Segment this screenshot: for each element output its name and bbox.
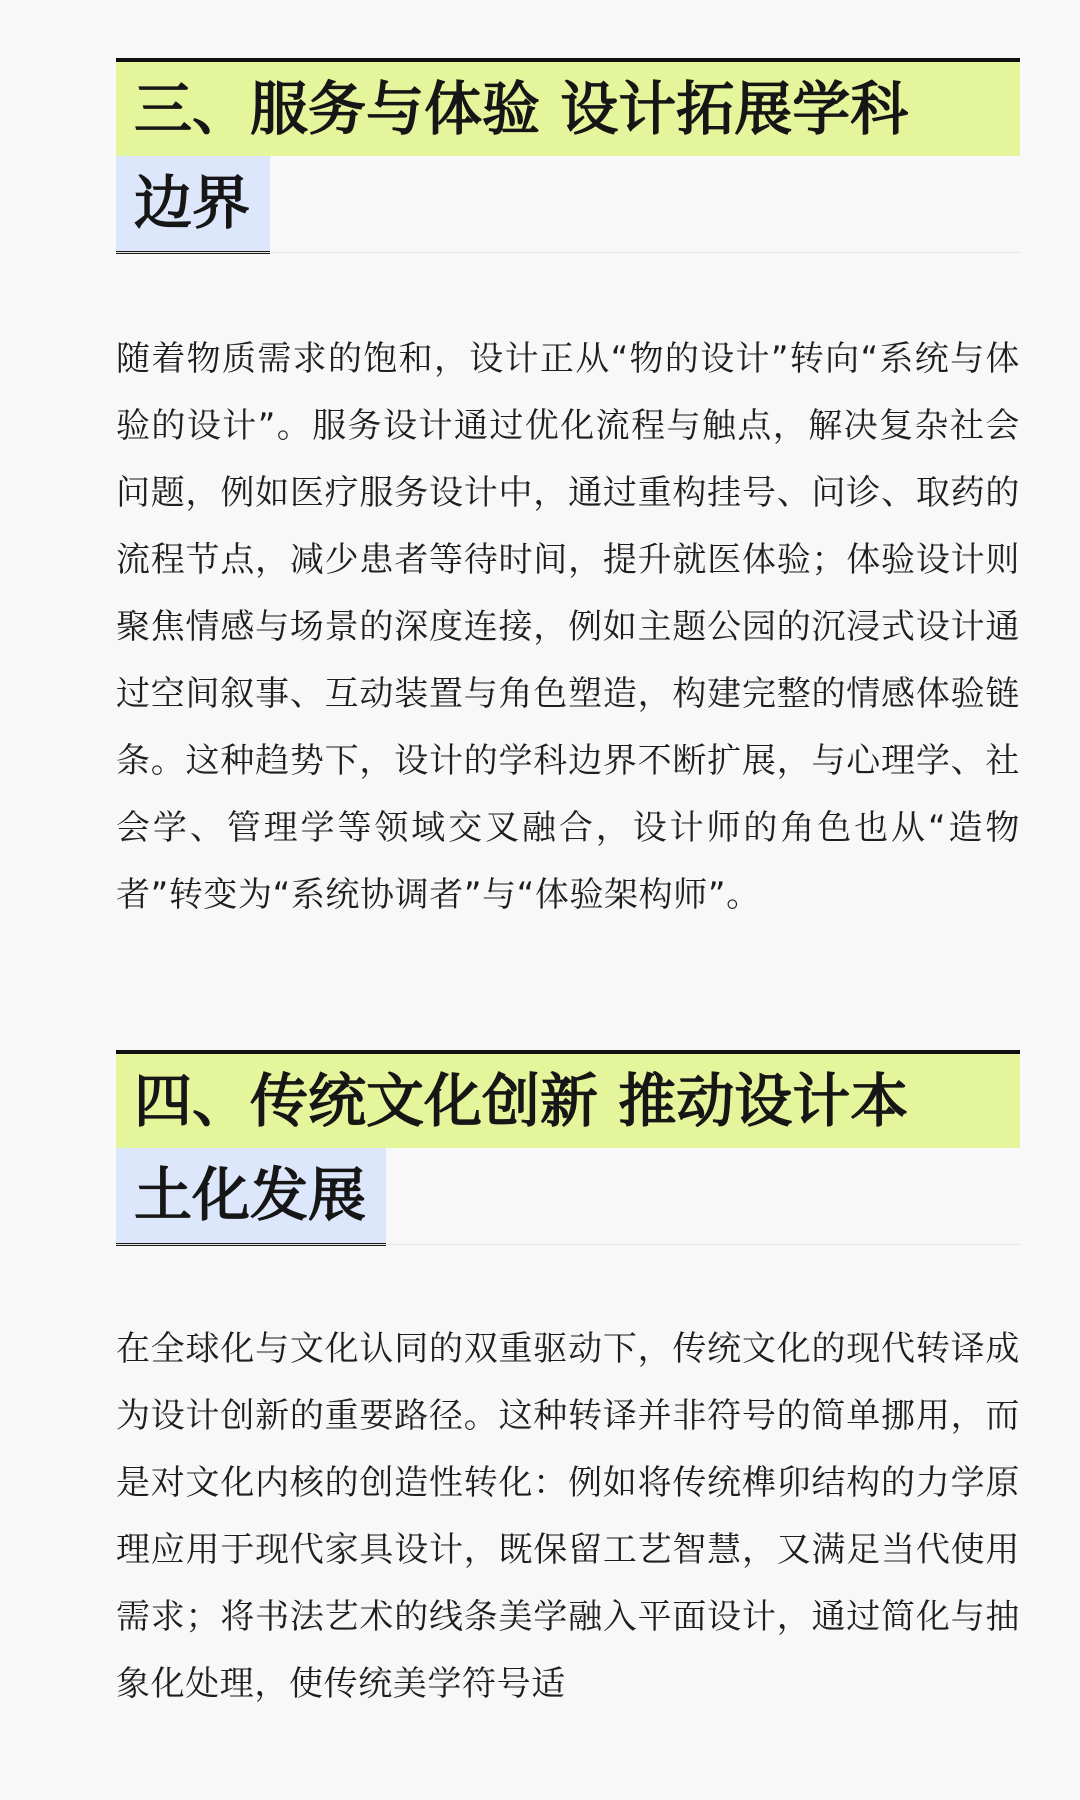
section-heading-line1: 三、服务与体验 设计拓展学科 (116, 58, 1020, 156)
section-heading-line1: 四、传统文化创新 推动设计本 (116, 1050, 1020, 1148)
heading-divider (116, 1244, 1020, 1245)
section-heading (116, 58, 1020, 254)
section-4 (116, 1050, 1020, 1704)
section-heading (116, 1050, 1020, 1246)
heading-divider (116, 252, 1020, 253)
section-heading-line2: 边界 (116, 156, 270, 254)
section-body-paragraph: 在全球化与文化认同的双重驱动下，传统文化的现代转译成为设计创新的重要路径。这种转译并非符号的简单挪用，而是对文化内核的创造性转化：例如将传统榫卯结构的力学原理应用于现代家具设计，既保留工艺智慧，又满足当代使用需求；将书法艺术的线条美学融入平面设计，通过简化与抽象化处理，使传统美学符号适 (116, 1329, 1020, 1704)
section-body-paragraph: 随着物质需求的饱和，设计正从“物的设计”转向“系统与体验的设计”。服务设计通过优化流程与触点，解决复杂社会问题，例如医疗服务设计中，通过重构挂号、问诊、取药的流程节点，减少患者等待时间，提升就医体验；体验设计则聚焦情感与场景的深度连接，例如主题公园的沉浸式设计通过空间叙事、互动装置与角色塑造，构建完整的情感体验链条。这种趋势下，设计的学科边界不断扩展，与心理学、社会学、管理学等领域交叉融合，设计师的角色也从“造物者”转变为“系统协调者”与“体验架构师”。 (116, 339, 1020, 915)
section-heading-line2: 土化发展 (116, 1148, 386, 1246)
section-3 (116, 58, 1020, 915)
